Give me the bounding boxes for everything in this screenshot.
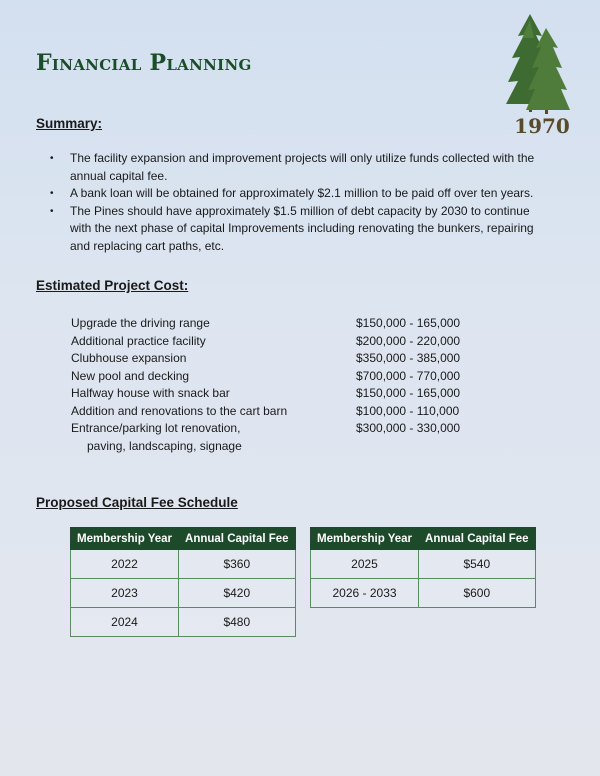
cost-name: Addition and renovations to the cart barn — [71, 403, 288, 418]
logo-year: 1970 — [514, 114, 570, 138]
column-header: Annual Capital Fee — [179, 528, 296, 550]
table-row — [311, 550, 536, 579]
cost-row — [71, 368, 491, 386]
pine-trees-icon — [504, 12, 580, 116]
cost-list — [71, 315, 491, 455]
cost-amount: $150,000 - 165,000 — [356, 316, 461, 330]
year-cell: 2026 - 2033 — [311, 579, 419, 608]
fee-table-right — [310, 527, 536, 608]
cost-row — [71, 333, 491, 351]
cost-name: Additional practice facility — [71, 333, 206, 348]
fee-heading: Proposed Capital Fee Schedule — [36, 495, 238, 510]
cost-row — [71, 350, 491, 368]
cost-row — [71, 315, 491, 333]
summary-heading: Summary: — [36, 116, 103, 131]
column-header: Membership Year — [311, 528, 419, 550]
year-cell: 2024 — [71, 608, 179, 637]
cost-name: Halfway house with snack bar — [71, 386, 230, 400]
cost-row — [71, 403, 491, 421]
fee-cell: $420 — [179, 579, 296, 608]
list-item: • A bank loan will be obtained for approximately $2.1 million to be paid off over ten years. — [50, 185, 550, 203]
fee-cell: $480 — [179, 608, 296, 637]
list-item: • The Pines should have approximately $1.5 million of debt capacity by 2030 to continue with the next phase of capital Improvements including renovating the bunkers, repairing and replacing cart paths, etc. — [50, 203, 550, 256]
cost-amount: $150,000 - 165,000 — [356, 386, 461, 400]
fee-cell: $540 — [419, 550, 536, 579]
summary-list — [50, 150, 550, 255]
fee-cell: $360 — [179, 550, 296, 579]
fee-table-left — [70, 527, 296, 637]
column-header: Membership Year — [71, 528, 179, 550]
table-header-row — [71, 528, 296, 550]
cost-row — [71, 385, 491, 403]
table-row — [71, 550, 296, 579]
cost-amount: $200,000 - 220,000 — [356, 333, 461, 348]
pines-logo — [504, 12, 580, 138]
column-header: Annual Capital Fee — [419, 528, 536, 550]
year-cell: 2025 — [311, 550, 419, 579]
cost-amount: $350,000 - 385,000 — [356, 351, 461, 365]
year-cell: 2022 — [71, 550, 179, 579]
cost-amount: $300,000 - 330,000 — [356, 421, 461, 435]
cost-name: Upgrade the driving range — [71, 316, 210, 330]
cost-continuation: paving, landscaping, signage — [87, 438, 242, 453]
fee-cell: $600 — [419, 579, 536, 608]
cost-amount: $100,000 - 110,000 — [356, 403, 460, 418]
cost-name: Entrance/parking lot renovation, — [71, 421, 241, 435]
table-row — [71, 608, 296, 637]
cost-row — [71, 420, 491, 438]
table-row — [311, 579, 536, 608]
page-title: Financial Planning — [36, 50, 252, 76]
cost-heading: Estimated Project Cost: — [36, 278, 189, 293]
table-row — [71, 579, 296, 608]
cost-amount: $700,000 - 770,000 — [356, 368, 461, 383]
list-item: • The facility expansion and improvement projects will only utilize funds collected with the annual capital fee. — [50, 150, 550, 185]
year-cell: 2023 — [71, 579, 179, 608]
table-header-row — [311, 528, 536, 550]
cost-name: New pool and decking — [71, 368, 190, 383]
cost-name: Clubhouse expansion — [71, 351, 187, 365]
